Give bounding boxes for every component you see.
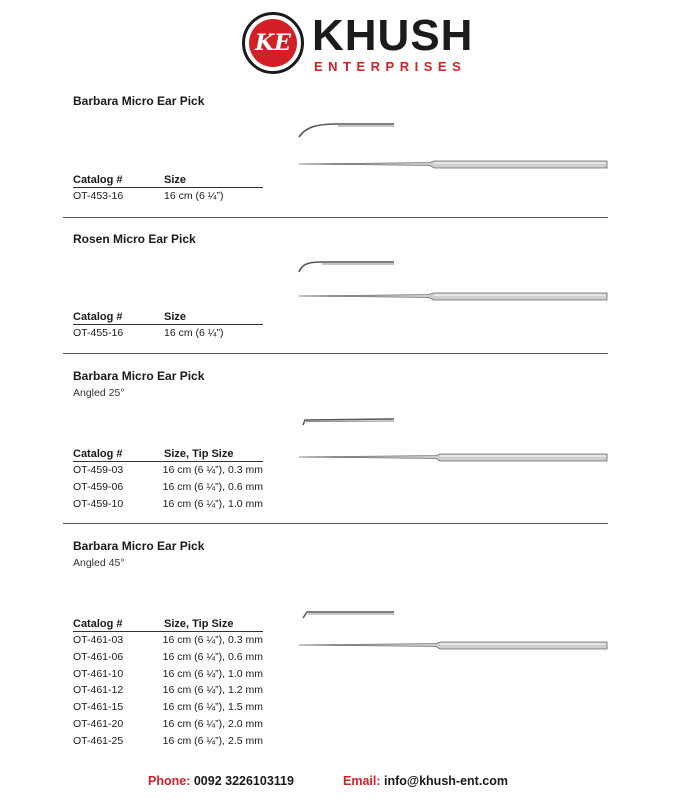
size-value: 16 cm (6 ¼”), 0.6 mm <box>162 480 263 493</box>
table-row <box>73 666 263 683</box>
logo-monogram: KE <box>249 19 297 67</box>
table-row <box>73 649 263 666</box>
size-value: 16 cm (6 ¼”), 2.5 mm <box>162 734 263 747</box>
size-value: 16 cm (6 ¼”), 0.6 mm <box>162 650 263 663</box>
header-size-tip: Size, Tip Size <box>164 618 234 630</box>
table-row <box>73 479 263 496</box>
instrument-tip-detail-2 <box>298 258 398 276</box>
logo-emblem <box>242 12 304 74</box>
email-contact <box>343 774 508 788</box>
header-size-tip: Size, Tip Size <box>164 448 234 460</box>
logo-company-name: KHUSH <box>312 11 474 60</box>
table-header <box>73 310 263 325</box>
catalog-number: OT-453-16 <box>73 190 124 202</box>
catalog-table-4 <box>73 617 263 750</box>
table-row <box>73 699 263 716</box>
instrument-tip-detail-3 <box>300 416 400 428</box>
section-divider <box>63 217 608 218</box>
catalog-number: OT-461-20 <box>73 717 124 730</box>
catalog-number: OT-461-06 <box>73 650 124 663</box>
phone-label: Phone: <box>148 774 191 788</box>
instrument-image-1 <box>298 158 608 170</box>
header-size: Size <box>164 174 187 186</box>
table-header <box>73 173 263 188</box>
product-title-1: Barbara Micro Ear Pick <box>73 94 205 108</box>
instrument-tip-detail-4 <box>300 607 400 621</box>
catalog-number: OT-459-10 <box>73 497 124 510</box>
table-header <box>73 447 263 462</box>
logo-company-subtitle: ENTERPRISES <box>314 59 467 74</box>
size-value: 16 cm (6 ¼”), 2.0 mm <box>162 717 263 730</box>
size-value: 16 cm (6 ¼”) <box>164 327 224 339</box>
section-divider <box>63 523 608 524</box>
instrument-image-4 <box>298 639 608 651</box>
catalog-table-3 <box>73 447 263 512</box>
instrument-image-3 <box>298 451 608 463</box>
product-title-2: Rosen Micro Ear Pick <box>73 232 196 246</box>
size-value: 16 cm (6 ¼”), 1.2 mm <box>162 684 263 697</box>
table-row <box>73 733 263 750</box>
table-row <box>73 462 263 479</box>
product-title-3: Barbara Micro Ear Pick <box>73 369 205 383</box>
table-row <box>73 325 263 342</box>
catalog-number: OT-455-16 <box>73 327 124 339</box>
table-row <box>73 682 263 699</box>
size-value: 16 cm (6 ¼”), 1.5 mm <box>162 701 263 714</box>
size-value: 16 cm (6 ¼”) <box>164 190 224 202</box>
catalog-number: OT-459-06 <box>73 480 124 493</box>
section-divider <box>63 353 608 354</box>
header-catalog: Catalog # <box>73 311 123 323</box>
table-row <box>73 632 263 649</box>
instrument-image-2 <box>298 290 608 302</box>
catalog-number: OT-461-15 <box>73 701 124 714</box>
email-address[interactable]: info@khush-ent.com <box>384 774 508 788</box>
size-value: 16 cm (6 ¼”), 1.0 mm <box>162 667 263 680</box>
instrument-tip-detail-1 <box>298 121 398 139</box>
email-label: Email: <box>343 774 381 788</box>
table-row <box>73 716 263 733</box>
table-header <box>73 617 263 632</box>
header-catalog: Catalog # <box>73 618 123 630</box>
catalog-table-1 <box>73 173 263 205</box>
header-catalog: Catalog # <box>73 448 123 460</box>
catalog-number: OT-459-03 <box>73 464 124 476</box>
catalog-number: OT-461-12 <box>73 684 124 697</box>
catalog-number: OT-461-10 <box>73 667 124 680</box>
header-size: Size <box>164 311 187 323</box>
phone-number[interactable]: 0092 3226103119 <box>193 774 294 788</box>
product-title-4: Barbara Micro Ear Pick <box>73 539 205 553</box>
size-value: 16 cm (6 ¼”), 0.3 mm <box>162 464 263 476</box>
table-row <box>73 496 263 513</box>
phone-contact <box>148 774 294 788</box>
catalog-number: OT-461-25 <box>73 734 124 747</box>
size-value: 16 cm (6 ¼”), 0.3 mm <box>162 634 263 646</box>
product-subtitle-4: Angled 45° <box>73 557 125 569</box>
contact-footer <box>0 774 689 792</box>
product-subtitle-3: Angled 25° <box>73 387 125 399</box>
catalog-table-2 <box>73 310 263 342</box>
table-row <box>73 188 263 205</box>
catalog-number: OT-461-03 <box>73 634 124 646</box>
header-catalog: Catalog # <box>73 174 123 186</box>
company-logo <box>242 11 474 78</box>
size-value: 16 cm (6 ¼”), 1.0 mm <box>162 497 263 510</box>
